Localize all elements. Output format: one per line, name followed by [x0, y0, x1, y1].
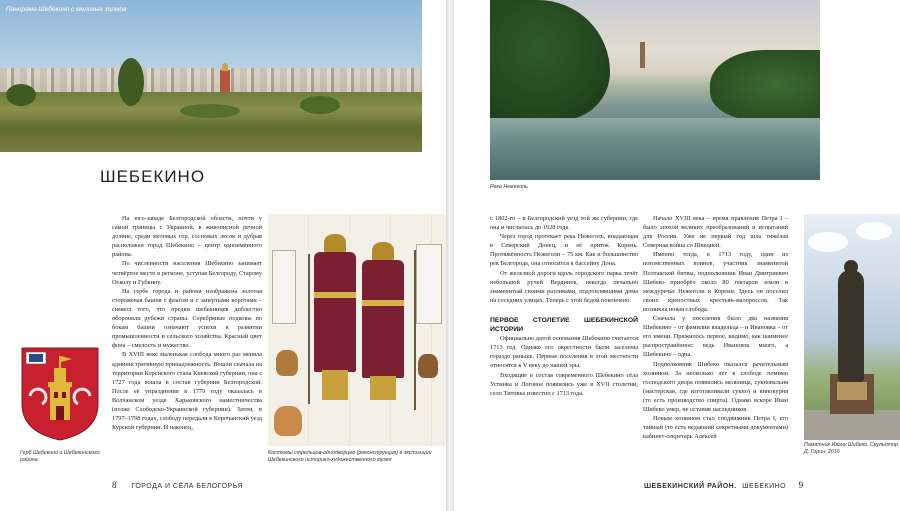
statue-caption: Памятник Ивану Шибеко. Скульптор Д. Горин, 2016 — [804, 442, 898, 455]
statue-figure — [838, 270, 864, 382]
coat-caption: Герб Шебекино и Шебекинского района — [20, 450, 100, 463]
river-caption: Река Нежеголь — [490, 184, 528, 190]
panorama-caption: Панорама Шебекино с меловых холмов — [6, 6, 127, 13]
paragraph: Именно тогда, в 1713 году, один из потомственных воинов, участник знаменитой Полтавской битвы, подполковник Иван Дмитриевич Шибеко приобрёл около 80 гектаров земли в междуречье Нежеголи и Корени. Здесь он поселил своих крепостных крестьян-малороссов. Так возникла новая слобода. — [643, 251, 788, 313]
green-hills — [0, 92, 422, 152]
paragraph: Подполковник Шибеко оказался рачительным хозяином. За несколько лет в слободе помимо господского двора появились мельница, сукновальня (мастерская, где изготавливали сукно) и винокурня (то есть производство спирта). Однако вскоре Иван Шибеко умер, не оставив наследников. — [643, 360, 788, 413]
left-text-column — [112, 214, 262, 432]
right-text-column-1 — [490, 214, 638, 398]
paragraph: с 1802-го – в Белгородский уезд той же губернии, где она и числилась до 1928 года. — [490, 215, 638, 232]
clay-vase — [418, 354, 438, 378]
paragraph: Новым хозяином стал сподвижник Петра I, его тайный (то есть ведавший секретными документами) кабинет-секретарь Алексей — [643, 415, 788, 441]
tree — [118, 58, 144, 106]
cloud — [808, 232, 848, 252]
halberd — [414, 250, 416, 410]
clay-pot — [274, 406, 302, 436]
section-title: ШЕБЕКИНО — [100, 167, 206, 186]
monument-plaque — [837, 382, 867, 400]
museum-caption: Костюмы стрельцов-однодворцев (реконструкция) в экспозиции Шебекинского историко-художественного музея — [268, 450, 432, 463]
spine-gutter — [446, 0, 454, 511]
paragraph: На гербе города и района изображена золотая сторожевая башня с флагом и с запертыми воротами – символ того, что предки шебекинцев доблестно обороняли рубежи страны. Серебряные подковы по бокам башни означают успехи в развитии промышленности и сельского хозяйства. Красный цвет фона – смелость и мужество. — [112, 287, 262, 350]
right-page — [454, 0, 900, 511]
page-number: 9 — [798, 480, 804, 490]
exhibit-board — [272, 250, 296, 324]
forest — [710, 50, 820, 120]
page-number: 8 — [112, 480, 117, 490]
right-footer — [644, 480, 804, 490]
church-tower — [220, 70, 230, 92]
paragraph: Сначала у поселения было два названия Шибекино – от фамилии владельца – и Ивановка – от его имени. Прижилось первое, видимо, как наименее распространённое: ведь Ивановок много, а Шибекино – одна. — [643, 315, 788, 359]
pike — [308, 254, 310, 404]
paragraph: В XVIII веке маленькая слобода много раз меняла административную принадлежность. Вошли сначала на территории Корсиского стана Киевской губернии, она с 1727 года вошла в состав губернии Белгородской. После её упразднения в 1779 году оказалась в Волчанском уезде Харьковского наместничества (позже Слободско-Украинской губернии). Затем, в 1797–1798 годах, слободу передали в Корочанский уезд Курской губернии. И наконец, — [112, 351, 262, 432]
paragraph: От железной дороги вдоль городского парка течёт небольшой ручей Вердинок, некогда печально знаменитый своими разливами, подтоплявшими дома на соседних улицах. Теперь с этой бедой покончено. — [490, 269, 638, 304]
paragraph: Через город протекает река Нежеголь, впадающая в Северский Донец, и её приток Корень. Протяжённость Нежеголи – 75 км. Как и большинство рек Белгорода, она относится к бассейну Дона. — [490, 233, 638, 268]
left-footer — [112, 480, 243, 490]
exhibit-board — [416, 244, 442, 324]
river-water — [490, 118, 820, 180]
subheading: ПЕРВОЕ СТОЛЕТИЕ ШЕБЕКИНСКОЙ ИСТОРИИ — [490, 316, 638, 333]
museum-costumes-photo — [268, 214, 446, 446]
town-skyline — [0, 68, 422, 92]
coat-of-arms-image — [20, 346, 100, 442]
paragraph: Официально датой основания Шебекино считается 1713 год. Однако его окрестности были заселены гораздо раньше. Первые поселения в этой местности относятся к V веку до нашей эры. — [490, 335, 638, 370]
paragraph: Начало XVIII века – время правления Петра I – было эпохой великих преобразований и испытаний для России. Уже не первый год шла тяжёлая Северная война со Швецией. — [643, 215, 788, 250]
paragraph: По численности населения Шебекино занимает четвёртое место в регионе, уступая Белгороду, Старому Осколу и Губкину. — [112, 260, 262, 286]
cloud — [856, 222, 892, 240]
river-photo — [490, 0, 820, 180]
pavement — [804, 410, 900, 440]
left-page — [0, 0, 446, 511]
paragraph: Входящие в состав современного Шебекино сёла Устинка и Логовое появились уже в XVII столетии, село Титовка известно с 1713 года. — [490, 371, 638, 397]
church-spire — [640, 42, 645, 68]
running-title-bold: ШЕБЕКИНСКИЙ РАЙОН. — [644, 483, 737, 490]
right-text-column-2 — [643, 214, 788, 441]
statue-head — [844, 260, 858, 274]
panorama-photo — [0, 0, 422, 152]
bush — [180, 104, 240, 118]
bush — [300, 96, 340, 114]
clay-vase — [276, 350, 298, 376]
running-title: ШЕБЕКИНО — [742, 483, 787, 490]
shibeko-monument-photo — [804, 214, 900, 440]
paragraph: На юго-западе Белгородской области, почти у самой границы с Украиной, в живописной речной долине, среди меловых гор, сосновых лесов и дубрав расположен город Шебекино – центр одноимённого района. — [112, 215, 262, 259]
running-title: ГОРОДА И СЁЛА БЕЛОГОРЬЯ — [131, 483, 244, 490]
forest — [490, 0, 610, 120]
tree — [6, 84, 36, 106]
